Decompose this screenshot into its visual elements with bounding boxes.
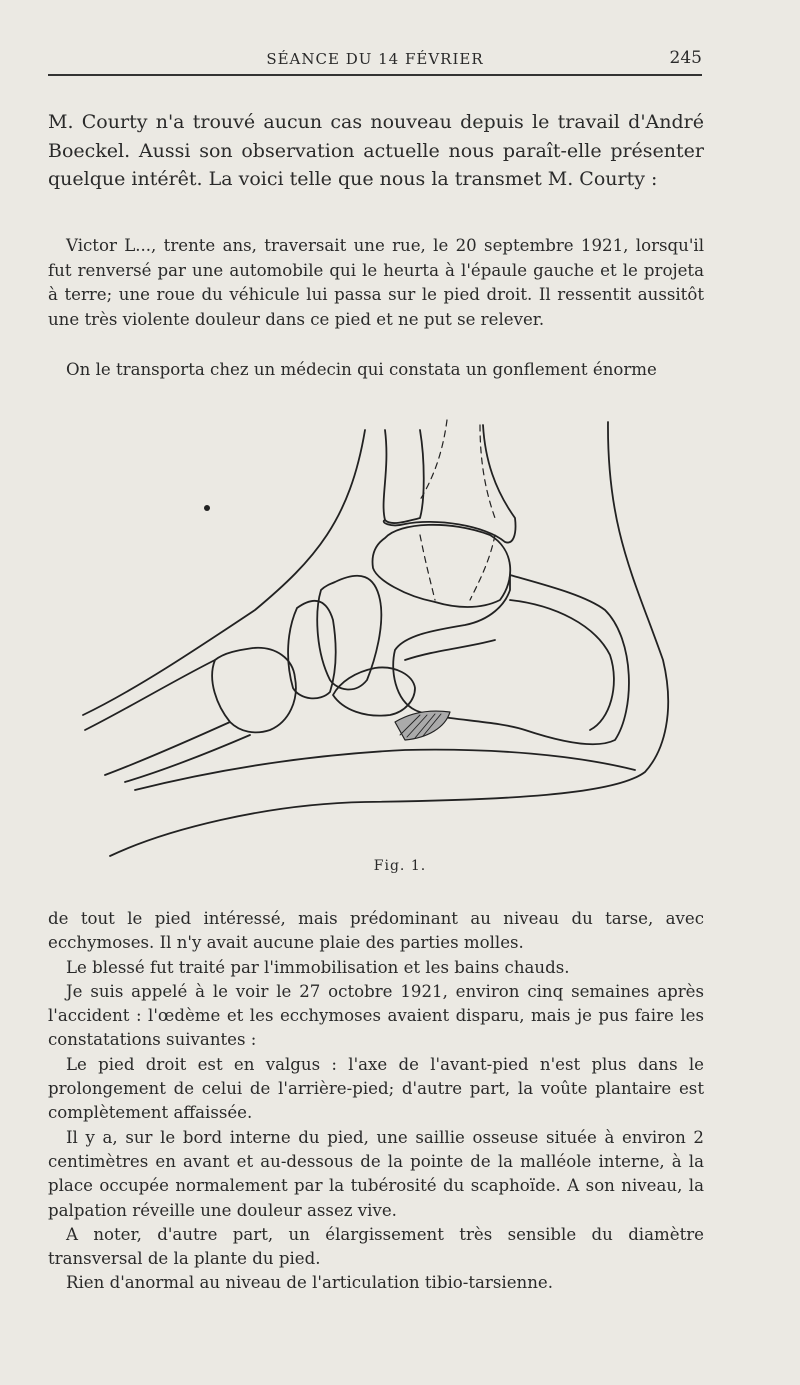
tibia-dashed-line-2 [480, 425, 495, 518]
fibula [384, 430, 424, 523]
talus-dashed-line-1 [420, 535, 435, 600]
body-paragraph-7: Rien d'anormal au niveau de l'articulation tibio-tarsienne. [66, 1273, 553, 1293]
case-paragraph-2: On le transporta chez un médecin qui constata un gonflement énorme [66, 360, 657, 379]
metatarsal-shaft-upper [85, 660, 215, 730]
body-paragraph-1: de tout le pied intéressé, mais prédominant au niveau du tarse, avec ecchymoses. Il n'y avait aucune plaie des parties molles. [48, 909, 704, 953]
running-header [48, 44, 702, 76]
ink-dot [204, 505, 210, 511]
talus [373, 525, 511, 607]
cuboid [333, 667, 415, 715]
calcaneus-inner-line [510, 600, 614, 730]
fracture-fragment [395, 711, 450, 740]
navicular [317, 576, 381, 690]
heel-skin-outline [110, 422, 668, 856]
foot-skeleton-figure [75, 410, 675, 880]
body-paragraph-6: A noter, d'autre part, un élargissement très sensible du diamètre transversal de la plante du pied. [48, 1224, 704, 1269]
page-number: 245 [669, 48, 702, 68]
case-paragraph-1: Victor L..., trente ans, traversait une rue, le 20 septembre 1921, lorsqu'il fut renversé par une automobile qui le heurta à l'épaule gauche et le projeta à terre; une roue du véhicule lui passa sur le pied droit. Il ressentit aussitôt une très violente douleur dans ce pied et ne put se relever. [48, 236, 704, 330]
metatarsal-shaft-middle [125, 735, 250, 782]
talus-dashed-line-2 [470, 535, 495, 600]
header-title: SÉANCE DU 14 FÉVRIER [266, 50, 484, 68]
plantar-line [135, 750, 635, 790]
first-metatarsal [212, 648, 296, 733]
body-paragraph-4: Le pied droit est en valgus : l'axe de l'avant-pied n'est plus dans le prolongement de celui de l'arrière-pied; d'autre part, la voûte plantaire est complètement affaissée. [48, 1054, 704, 1123]
figure-caption: Fig. 1. [373, 858, 427, 874]
body-paragraph-2: Le blessé fut traité par l'immobilisation et les bains chauds. [66, 957, 570, 977]
body-paragraph-3: Je suis appelé à le voir le 27 octobre 1921, environ cinq semaines après l'accident : l'œdème et les ecchymoses avaient disparu, mais je pus faire les constatations suivantes : [48, 981, 704, 1050]
intro-paragraph: M. Courty n'a trouvé aucun cas nouveau depuis le travail d'André Boeckel. Aussi son observation actuelle nous paraît-elle présenter quelque intérêt. La voici telle que nous la transmet M. Courty : [48, 111, 704, 190]
body-text [48, 907, 704, 1296]
dorsum-skin-line [83, 430, 365, 715]
body-paragraph-5: Il y a, sur le bord interne du pied, une saillie osseuse située à environ 2 centimètres en avant et au-dessous de la pointe de la malléole interne, à la place occupée normalement par la tubérosité du scaphoïde. A son niveau, la palpation réveille une douleur assez vive. [48, 1127, 704, 1220]
sustentaculum-line [405, 640, 495, 660]
